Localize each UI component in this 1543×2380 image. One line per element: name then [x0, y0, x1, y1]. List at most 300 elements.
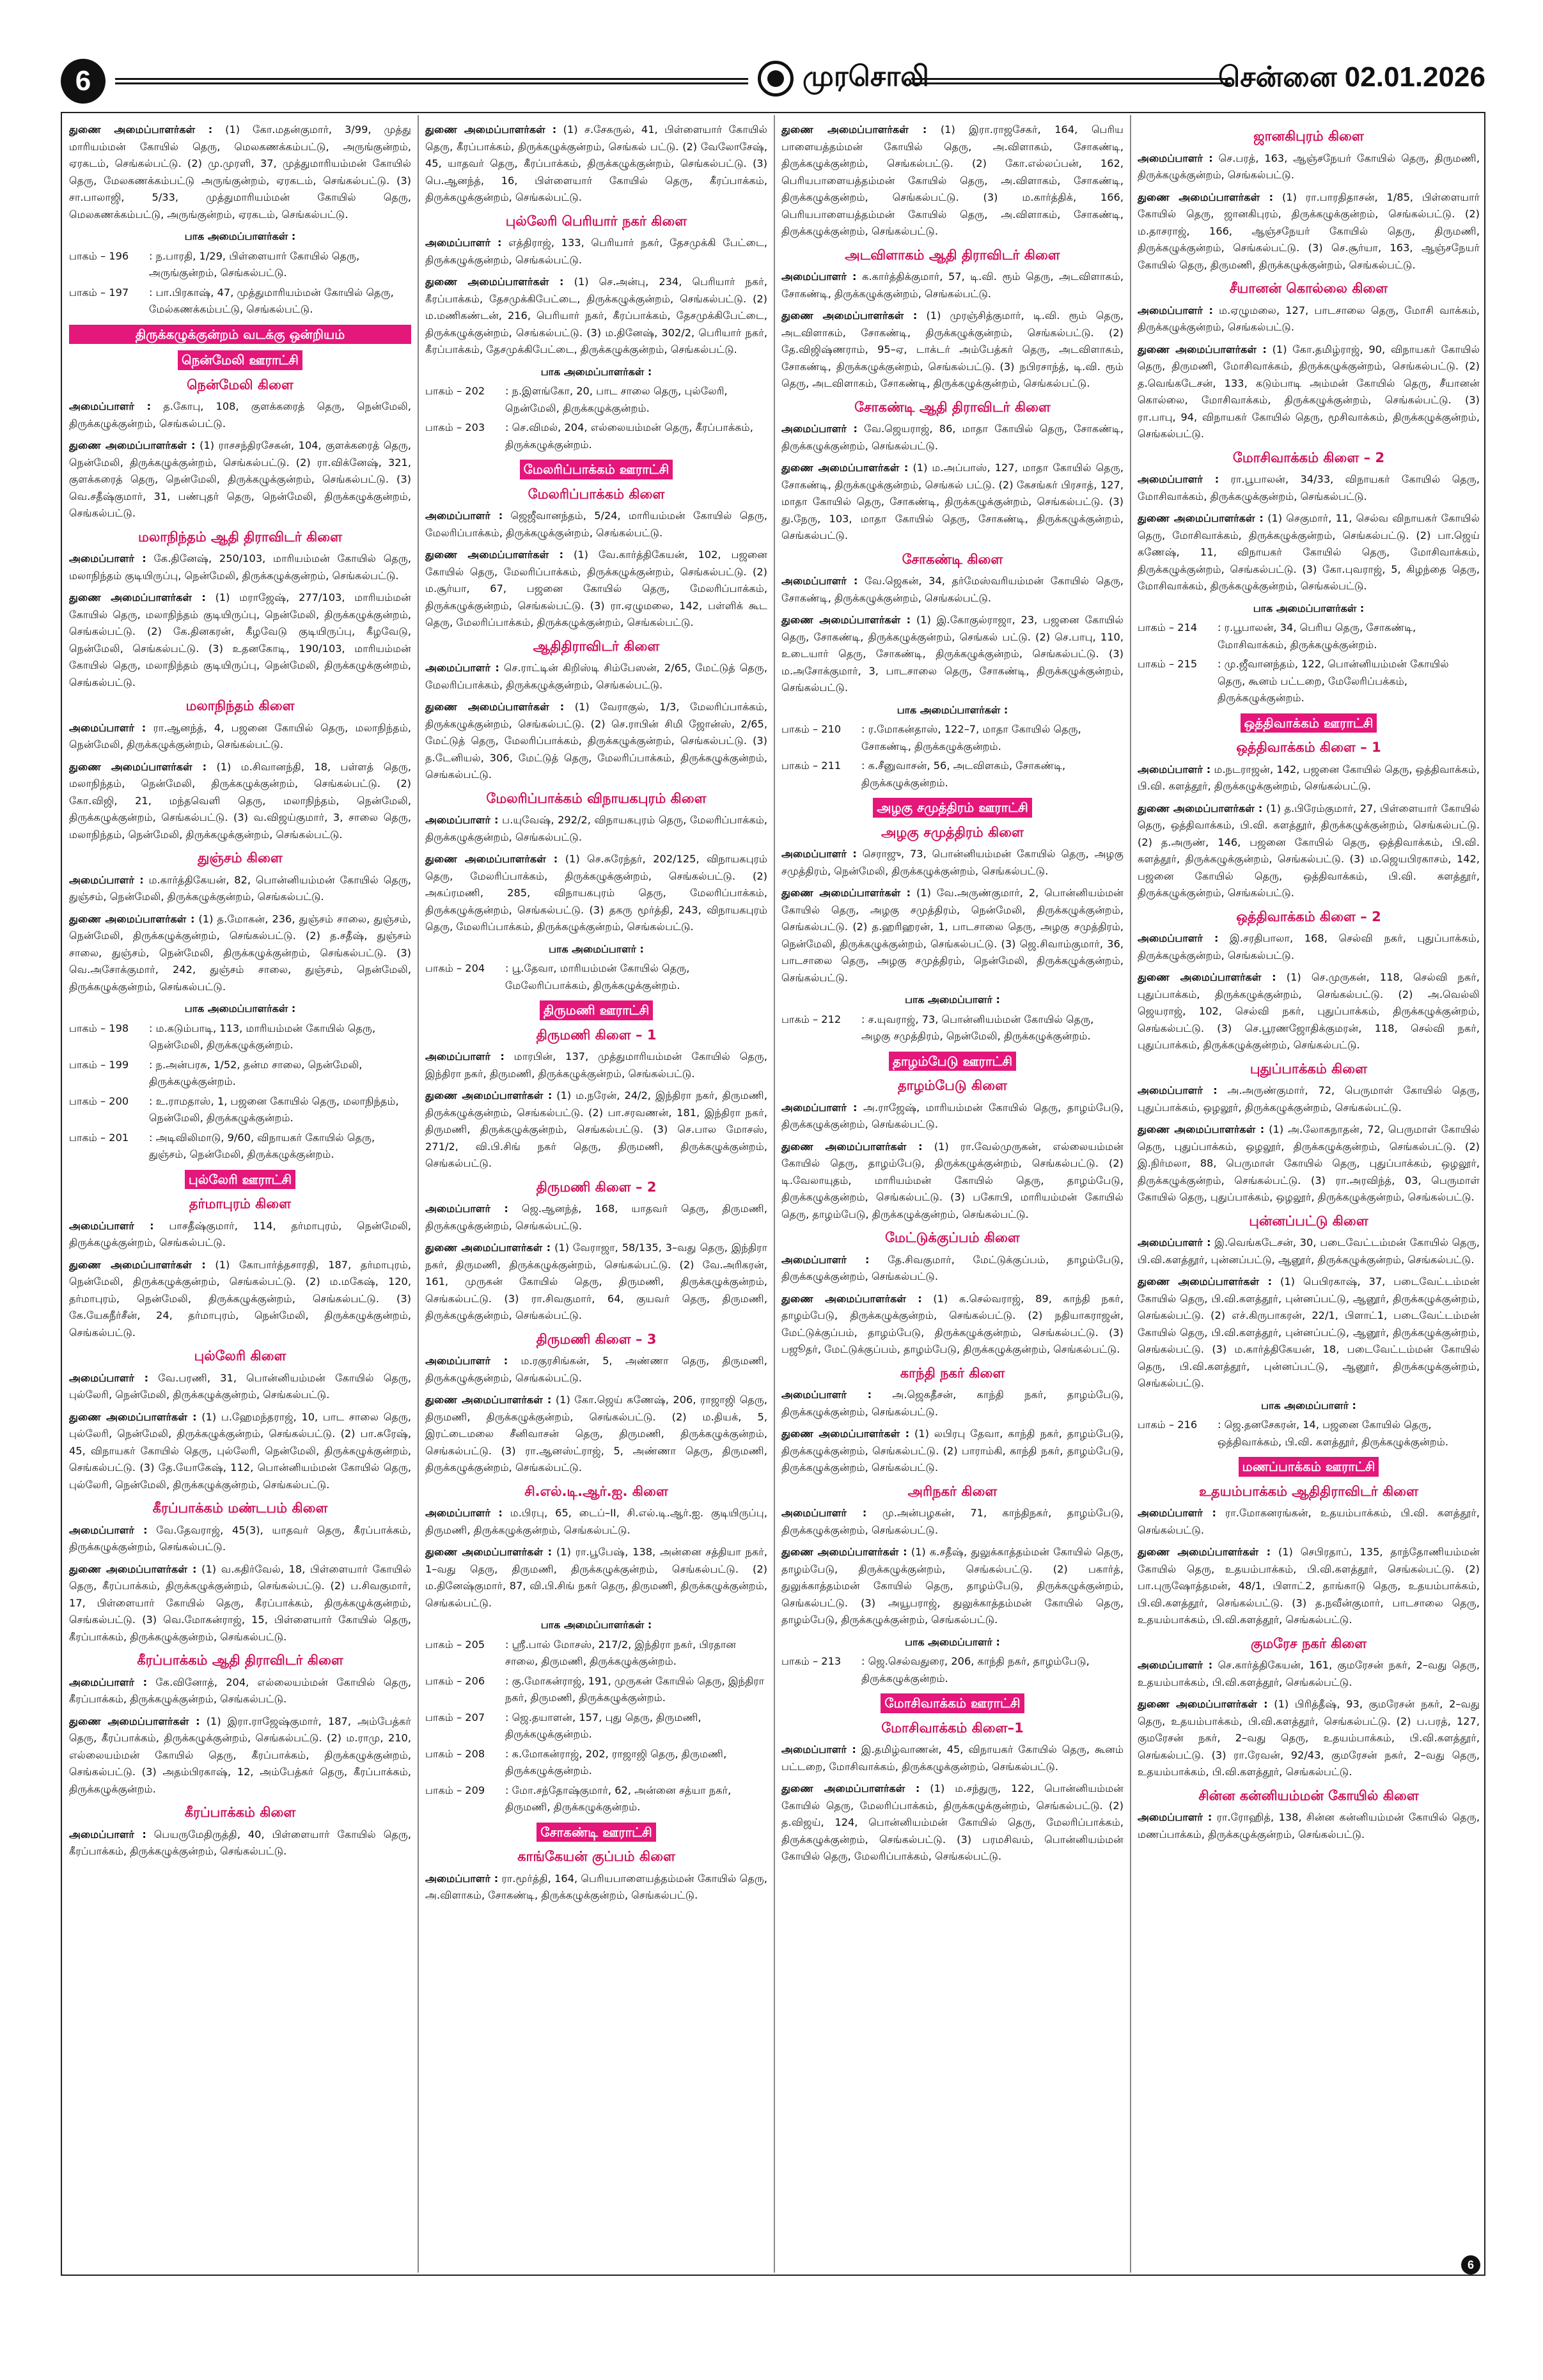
member-entry	[425, 547, 767, 632]
member-details: ம.நடராஜன், 142, பஜனை கோயில் தெரு, ஒத்திவாக்கம், பி.வி. களத்தூர், திருக்கழுக்குன்றம், செங்கல்பட்டு.	[1138, 763, 1480, 792]
member-details: மு.அன்பழகன், 71, காந்திநகர், தாழம்பேடு, திருக்கழுக்குன்றம், செங்கல்பட்டு.	[781, 1507, 1124, 1536]
header-rule-right	[911, 78, 1231, 84]
role-label: துணை அமைப்பாளர்கள் :	[781, 1782, 920, 1794]
role-label: துணை அமைப்பாளர்கள் :	[425, 276, 564, 288]
branch-heading: சோகண்டி கிளை	[902, 551, 1003, 567]
role-label: துணை அமைப்பாளர்கள் :	[781, 887, 911, 899]
header-rule-left	[115, 78, 748, 84]
member-entry	[425, 508, 767, 541]
booth-organiser: : உ.ராமதாஸ், 1, பஜனை கோயில் தெரு, மலாநிந்தம், நென்மேலி, திருக்கழுக்குன்றம்.	[149, 1094, 399, 1124]
branch-heading: மலாநிந்தம் ஆதி திராவிடர் கிளை	[137, 529, 343, 545]
member-entry	[69, 1257, 411, 1342]
role-label: அமைப்பாளர் :	[1138, 1084, 1218, 1096]
booth-entry	[425, 1709, 767, 1743]
subsection-label: பாக அமைப்பாளர் :	[905, 1635, 1000, 1648]
role-label: அமைப்பாளர் :	[425, 1872, 499, 1885]
column-4	[1138, 121, 1480, 2260]
member-entry	[1138, 341, 1480, 443]
member-entry	[781, 573, 1124, 607]
booth-number: பாகம் – 204	[425, 962, 485, 974]
member-details: (1) க.செல்வராஜ், 89, காந்தி நகர், தாழம்பேடு, திருக்கழுக்குன்றம், செங்கல்பட்டு. (2) நதியாகராஜன், மேட்டுக்குப்பம், தாழம்பேடு, திருக்கழுக்குன்றம், செங்கல்பட்டு. (3) பஜூதர், மேட்டுக்குப்பம், தாழம்பேடு, திருக்கழுக்குன்றம், செங்கல்பட்டு.	[781, 1292, 1124, 1355]
role-label: அமைப்பாளர் :	[781, 1253, 870, 1266]
booth-entry	[425, 960, 767, 994]
member-details: (1) கோ.மதன்குமார், 3/99, முத்து மாரியம்மன் கோயில் தெரு, மெலகணக்கம்பட்டு, அருங்குன்றம், ஏரகடம், செங்கல்பட்டு. (2) மு.முரளி, 37, முத்துமாரியம்மன் கோயில் தெரு, மேலகணக்கம்பட்டு அருங்குன்றம், ஏரகடம், செங்கல்பட்டு. (3) சா.பாலாஜி, 5/33, முத்துமாரியம்மன் கோயில் தெரு, மெலகணக்கம்பட்டு, அருங்குன்றம், ஏரகடம், செங்கல்பட்டு.	[69, 123, 411, 221]
branch-heading: சின்ன கன்னியம்மன் கோயில் கிளை	[1198, 1787, 1419, 1803]
role-label: அமைப்பாளர் :	[69, 1219, 154, 1232]
role-label: அமைப்பாளர் :	[425, 1050, 505, 1062]
column-2	[425, 121, 767, 2260]
booth-organiser: : பூ.தேவா, மாரியம்மன் கோயில் தெரு, மேலேரிப்பாக்கம், திருக்கழுக்குன்றம்.	[505, 962, 690, 992]
member-entry	[781, 121, 1124, 240]
member-details: ம.ஏழுமலை, 127, பாடசாலை தெரு, மோசி வாக்கம், திருக்கழுக்குன்றம், செங்கல்பட்டு.	[1138, 304, 1480, 333]
member-details: (1) மராஜேஷ், 277/103, மாரியம்மன் கோயில் தெரு, மலாநிந்தம் குடியிருப்பு, நென்மேலி, திருக்கழுக்குன்றம், செங்கல்பட்டு. (2) கே.தினகரன், கீழவேடு குடியிருப்பு, கீழவேடு, நென்மேலி, செங்கல்பட்டு. (3) உதனகோடி, 190/103, மாரியம்மன் கோயில் தெரு, மலாநிந்தம் குடியிருப்பு, நென்மேலி, திருக்கழுக்குன்றம், செங்கல்பட்டு.	[69, 591, 411, 688]
role-label: அமைப்பாளர் :	[425, 1507, 503, 1519]
booth-organiser: : ச.யுவராஜ், 73, பொன்னியம்மன் கோயில் தெரு, அழகு சமுத்திரம், நென்மேலி, திருக்கழுக்குன்றம்.	[861, 1013, 1094, 1042]
section-banner: திருக்கழுக்குன்றம் வடக்கு ஒன்றியம்	[69, 325, 411, 345]
booth-number: பாகம் – 207	[425, 1711, 485, 1723]
booth-entry	[69, 284, 411, 318]
role-label: அமைப்பாளர் :	[781, 270, 857, 283]
booth-organiser: : ம.கடும்பாடி, 113, மாரியம்மன் கோயில் தெரு, நென்மேலி, திருக்கழுக்குன்றம்.	[149, 1022, 376, 1051]
booth-entry	[1138, 619, 1480, 653]
role-label: அமைப்பாளர் :	[69, 1676, 148, 1688]
role-label: துணை அமைப்பாளர்கள் :	[1138, 1275, 1273, 1287]
branch-heading: உதயம்பாக்கம் ஆதிதிராவிடர் கிளை	[1198, 1483, 1418, 1499]
member-entry	[69, 911, 411, 996]
booth-number: பாகம் – 211	[781, 759, 842, 772]
member-details: பாசதீஷ்குமார், 114, தர்மாபுரம், நென்மேலி, திருக்கழுக்குன்றம், செங்கல்பட்டு.	[69, 1219, 411, 1248]
member-details: ரா.மோகனரங்கன், உதயம்பாக்கம், பி.வி. களத்தூர், செங்கல்பட்டு.	[1138, 1507, 1480, 1536]
branch-heading: சி.எல்.டி.ஆர்.ஐ. கிளை	[524, 1483, 668, 1499]
role-label: துணை அமைப்பாளர்கள் :	[69, 439, 196, 451]
member-entry	[781, 885, 1124, 986]
booth-entry	[69, 248, 411, 282]
role-label: அமைப்பாளர் :	[1138, 763, 1211, 775]
branch-heading: கீரப்பாக்கம் ஆதி திராவிடர் கிளை	[137, 1653, 343, 1668]
booth-number: பாகம் – 200	[69, 1094, 129, 1107]
role-label: அமைப்பாளர் :	[1138, 1236, 1211, 1248]
member-entry	[425, 699, 767, 784]
role-label: துணை அமைப்பாளர்கள் :	[781, 614, 911, 626]
subsection-label: பாக அமைப்பாளர்கள் :	[1253, 602, 1365, 614]
column-divider-3	[1130, 115, 1131, 2273]
member-details: (1) ரா.வேல்முருகன், எல்லையம்மன் கோயில் தெரு, தாழம்பேடு, திருக்கழுக்குன்றம், செங்கல்பட்டு. (2) டி.வேலாயுதம், மாரியம்மன் கோயில் தெரு, தாழம்பேடு, திருக்கழுக்குன்றம், செங்கல்பட்டு. (3) பகோபி, மாரியம்மன் கோயில் தெரு, தாழம்பேடு, திருக்கழுக்குன்றம், செங்கல்பட்டு.	[781, 1140, 1124, 1220]
page-header	[61, 59, 1485, 105]
member-entry	[781, 846, 1124, 880]
member-entry	[69, 1218, 411, 1252]
role-label: துணை அமைப்பாளர்கள் :	[781, 1140, 923, 1153]
branch-heading: காந்தி நகர் கிளை	[900, 1365, 1005, 1381]
role-label: அமைப்பாளர் :	[781, 575, 858, 587]
member-entry	[425, 274, 767, 359]
booth-organiser: : ஜெ.தயாளன், 157, புது தெரு, திருமணி, திருக்கழுக்குன்றம்.	[505, 1711, 701, 1740]
member-entry	[1138, 1657, 1480, 1691]
branch-heading: ஒத்திவாக்கம் கிளை – 1	[1236, 740, 1381, 755]
member-entry	[425, 1505, 767, 1539]
member-details: ப.யுவேஷ், 292/2, விநாயகபுரம் தெரு, மேலரிப்பாக்கம், திருக்கழுக்குன்றம், செங்கல்பட்டு.	[425, 814, 767, 843]
booth-organiser: : பா.பிரகாஷ், 47, முத்துமாரியம்மன் கோயில் தெரு, மேல்கணக்கம்பட்டு, செங்கல்பட்டு.	[149, 286, 394, 315]
subsection-label: பாக அமைப்பாளர்கள் :	[184, 230, 296, 242]
section-banner: அழகு சமுத்திரம் ஊராட்சி	[873, 798, 1032, 818]
role-label: துணை அமைப்பாளர்கள் :	[425, 1394, 552, 1406]
subsection-label: பாக அமைப்பாளர்கள் :	[540, 365, 652, 378]
member-entry	[781, 1252, 1124, 1286]
branch-heading: அழகு சமுத்திரம் கிளை	[881, 824, 1024, 840]
branch-heading: தாழம்பேடு கிளை	[897, 1078, 1008, 1093]
member-entry	[781, 1426, 1124, 1477]
role-label: துணை அமைப்பாளர்கள் :	[1138, 971, 1276, 983]
role-label: அமைப்பாளர் :	[1138, 304, 1214, 316]
member-entry	[69, 398, 411, 432]
member-details: (1) ம.சந்துரு, 122, பொன்னியம்மன் கோயில் தெரு, மேலரிப்பாக்கம், திருக்கழுக்குன்றம், செங்கல்பட்டு. (2) த.விஜய், 124, பொன்னியம்மன் கோயில் தெரு, மேலரிப்பாக்கம், திருக்கழுக்குன்றம், செங்கல்பட்டு. (3) பரமசிவம், பொன்னியம்மன் கோயில் தெரு, மேலரிப்பாக்கம், செங்கல்பட்டு.	[781, 1782, 1124, 1862]
role-label: துணை அமைப்பாளர்கள் :	[1138, 1698, 1268, 1710]
member-details: தே.சிவகுமார், மேட்டுக்குப்பம், தாழம்பேடு, திருக்கழுக்குன்றம், செங்கல்பட்டு.	[781, 1253, 1124, 1282]
member-details: (1) முரஞ்சித்குமார், டி.வி. ரூம் தெரு, அடவிளாகம், சோகண்டி, திருக்கழுக்குன்றம், செங்கல்பட்டு. (2) தே.விஜிஷ்ணராம், 95–ஏ, டாக்டர் அம்பேத்கர் தெரு, அடவிளாகம், சோகண்டி, திருக்கழுக்குன்றம், செங்கல்பட்டு. (3) நபிரசாந்த், டி.வி. ரூம் தெரு, அடவிளாகம், சோகண்டி, திருக்கழுக்குன்றம், செங்கல்பட்டு.	[781, 309, 1124, 389]
member-entry	[1138, 800, 1480, 902]
role-label: அமைப்பாளர் :	[69, 873, 144, 886]
booth-organiser: : ர.மோகன்தாஸ், 122–7, மாதா கோயில் தெரு, சோகண்டி, திருக்கழுக்குன்றம்.	[861, 723, 1081, 752]
booth-entry	[425, 419, 767, 453]
member-details: எத்திராஜ், 133, பெரியார் நகர், தேசமுக்கி பேட்டை, திருக்கழுக்குன்றம், செங்கல்பட்டு.	[425, 237, 767, 266]
role-label: துணை அமைப்பாளர்கள் :	[69, 912, 195, 925]
role-label: அமைப்பாளர் :	[69, 1828, 146, 1840]
booth-number: பாகம் – 208	[425, 1747, 485, 1760]
branch-heading: புல்லேரி பெரியார் நகர் கிளை	[505, 213, 687, 229]
member-details: அ.அருண்குமார், 72, பெருமாள் கோயில் தெரு, புதுப்பாக்கம், ஒழலூர், திருக்கழுக்குன்றம், செங்கல்பட்டு.	[1138, 1084, 1480, 1114]
booth-number: பாகம் – 202	[425, 385, 485, 397]
member-details: (1) இரா.ராஜசேகர், 164, பெரிய பாளையத்தம்மன் கோயில் தெரு, அ.விளாகம், சோகண்டி, திருக்கழுக்குன்றம், செங்கல்பட்டு. (2) கோ.எல்லப்பன், 162, பெரியபாளையத்தம்மன் கோயில் தெரு, அ.விளாகம், சோகண்டி, திருக்கழுக்குன்றம், செங்கல்பட்டு. (3) ம.கார்த்திக், 166, பெரியபாளையத்தம்மன் கோயில் தெரு, அ.விளாகம், சோகண்டி, திருக்கழுக்குன்றம், செங்கல்பட்டு.	[781, 123, 1124, 237]
member-entry	[1138, 1121, 1480, 1206]
booth-number: பாகம் – 212	[781, 1013, 842, 1025]
section-banner: நென்மேலி ஊராட்சி	[178, 350, 302, 370]
member-entry	[1138, 761, 1480, 795]
member-details: (1) அ.லோகநாதன், 72, பெருமாள் கோயில் தெரு, புதுப்பாக்கம், ஒழலூர், திருக்கழுக்குன்றம், செங்கல்பட்டு. (2) இ.நிர்மலா, 88, பெருமாள் கோயில் தெரு, புதுப்பாக்கம், ஒழலூர், திருக்கழுக்குன்றம், செங்கல்பட்டு. (3) ரா.அரவிந்த், 03, பெருமாள் கோயில் தெரு, புதுப்பாக்கம், ஒழலூர், திருக்கழுக்குன்றம், செங்கல்பட்டு.	[1138, 1123, 1480, 1203]
member-entry	[69, 1522, 411, 1556]
role-label: அமைப்பாளர் :	[69, 1371, 149, 1384]
role-label: துணை அமைப்பாளர்கள் :	[425, 123, 557, 136]
booth-entry	[69, 1057, 411, 1091]
role-label: துணை அமைப்பாளர்கள் :	[69, 1258, 206, 1271]
booth-number: பாகம் – 197	[69, 286, 129, 299]
member-details: ரா.ரோஹித், 138, சின்ன கன்னியம்மன் கோயில் தெரு, மணப்பாக்கம், திருக்கழுக்குன்றம், செங்கல்பட்டு.	[1138, 1811, 1480, 1840]
role-label: அமைப்பாளர் :	[69, 400, 152, 412]
booth-organiser: : மோ.சந்தோஷ்குமார், 62, அன்னை சத்யா நகர், திருமணி, திருக்கழுக்குன்றம்.	[505, 1784, 732, 1813]
branch-heading: துஞ்சம் கிளை	[198, 850, 283, 866]
booth-entry	[69, 1130, 411, 1163]
branch-heading: தர்மாபுரம் கிளை	[189, 1196, 292, 1211]
member-details: இ.தமிழ்வாணன், 45, விநாயகர் கோயில் தெரு, கூனம் பட்டறை, மோசிவாக்கம், திருக்கழுக்குன்றம், செங்கல்பட்டு.	[781, 1743, 1124, 1773]
subsection-label: பாக அமைப்பாளர்கள் :	[184, 1002, 296, 1015]
role-label: துணை அமைப்பாளர்கள் :	[69, 1562, 197, 1575]
member-entry	[425, 660, 767, 694]
page-number-badge: 6	[61, 59, 106, 104]
section-banner: சோகண்டி ஊராட்சி	[537, 1823, 655, 1842]
member-entry	[781, 1291, 1124, 1358]
member-entry	[1138, 150, 1480, 184]
booth-entry	[781, 1011, 1124, 1045]
member-details: மாரபின், 137, முத்துமாரியம்மன் கோயில் தெரு, இந்திரா நகர், திருமணி, திருக்கழுக்குன்றம், செங்கல்பட்டு.	[425, 1050, 767, 1080]
role-label: அமைப்பாளர் :	[425, 814, 499, 826]
section-banner: புல்லேரி ஊராட்சி	[185, 1170, 295, 1190]
member-details: செ.கார்த்திகேயன், 161, குமரேசன் நகர், 2–வது தெரு, உதயம்பாக்கம், பி.வி.களத்தூர், செங்கல்பட்டு.	[1138, 1659, 1480, 1688]
booth-entry	[425, 1746, 767, 1780]
section-banner: தாழம்பேடு ஊராட்சி	[889, 1052, 1016, 1071]
member-entry	[1138, 1544, 1480, 1629]
booth-number: பாகம் – 203	[425, 421, 485, 433]
member-details: (1) வேராகுல், 1/3, மேலரிப்பாக்கம், திருக்கழுக்குன்றம், செங்கல்பட்டு. (2) செ.ராபின் சிமி ஜோன்ஸ், 2/65, மேட்டுத் தெரு, மேலரிப்பாக்கம், திருக்கழுக்குன்றம், செங்கல்பட்டு. (3) த.டேனியல், 306, மேட்டுத் தெரு, மேலரிப்பாக்கம், திருக்கழுக்குன்றம், செங்கல்பட்டு.	[425, 701, 767, 781]
member-entry	[781, 1741, 1124, 1775]
member-entry	[781, 1505, 1124, 1539]
member-entry	[69, 1409, 411, 1494]
column-1	[69, 121, 411, 2260]
member-details: (1) ரா.பாரதிதாசன், 1/85, பிள்ளையார் கோயில் தெரு, ஜானகிபுரம், திருக்கழுக்குன்றம், செங்கல்பட்டு. (2) ம.தாசராஜ், 166, ஆஞ்சநேயர் கோயில் தெரு, திருமணி, திருக்கழுக்குன்றம், செங்கல்பட்டு. (3) செ.சூர்யா, 163, ஆஞ்சநேயர் கோயில் தெரு, திருமணி, திருக்கழுக்குன்றம், செங்கல்பட்டு.	[1138, 191, 1480, 271]
member-entry	[781, 460, 1124, 545]
member-entry	[425, 851, 767, 936]
member-details: அ.ராஜேஷ், மாரியம்மன் கோயில் தெரு, தாழம்பேடு, திருக்கழுக்குன்றம், செங்கல்பட்டு.	[781, 1101, 1124, 1130]
branch-heading: குமரேச நகர் கிளை	[1250, 1635, 1367, 1651]
member-entry	[781, 1139, 1124, 1224]
booth-entry	[781, 721, 1124, 755]
subsection-label: பாக அமைப்பாளர்கள் :	[540, 1619, 652, 1631]
member-details: வே.ஜெயராஜ், 86, மாதா கோயில் தெரு, சோகண்டி, திருக்கழுக்குன்றம், செங்கல்பட்டு.	[781, 423, 1124, 452]
role-label: அமைப்பாளர் :	[425, 509, 503, 522]
member-details: வே.பரணி, 31, பொன்னியம்மன் கோயில் தெரு, புல்லேரி, நென்மேலி, திருக்கழுக்குன்றம், செங்கல்பட்டு.	[69, 1371, 411, 1401]
role-label: அமைப்பாளர் :	[1138, 1659, 1213, 1671]
member-details: அ.ஜெகதீசன், காந்தி நகர், தாழம்பேடு, திருக்கழுக்குன்றம், செங்கல்பட்டு.	[781, 1388, 1124, 1418]
member-details: (1) செபிரதாப், 135, தாந்தோணியம்மன் கோயில் தெரு, உதயம்பாக்கம், பி.வி.களத்தூர், செங்கல்பட்டு. (2) பா.புருஷோத்தமன், 48/1, பிளாட்2, தாங்காடு தெரு, உதயம்பாக்கம், பி.வி.களத்தூர், செங்கல்பட்டு. (3) த.நவீன்குமார், பாடசாலை தெரு, உதயம்பாக்கம், பி.வி.களத்தூர், செங்கல்பட்டு.	[1138, 1546, 1480, 1626]
member-details: (1) ப.ஹேமந்தராஜ், 10, பாட சாலை தெரு, புல்லேரி, நென்மேலி, திருக்கழுக்குன்றம், செங்கல்பட்டு. (2) பா.சுரேஷ், 45, விநாயகர் கோயில் தெரு, புல்லேரி, நென்மேலி, திருக்கழுக்குன்றம், செங்கல்பட்டு. (3) தே.யோகேஷ், 112, பொன்னியம்மன் கோயில் தெரு, புல்லேரி, நென்மேலி, திருக்கழுக்குன்றம், செங்கல்பட்டு.	[69, 1410, 411, 1491]
member-details: (1) ரா.பூபேஷ், 138, அன்னை சத்தியா நகர், 1–வது தெரு, திருமணி, திருக்கழுக்குன்றம், செங்கல்பட்டு. (2) ம.தினேஷ்குமார், 87, வி.பி.சிங் நகர் தெரு, திருமணி, திருக்கழுக்குன்றம், செங்கல்பட்டு.	[425, 1546, 767, 1609]
role-label: துணை அமைப்பாளர்கள் :	[781, 1427, 910, 1440]
member-entry	[1138, 930, 1480, 964]
member-entry	[781, 1780, 1124, 1865]
member-entry	[69, 1561, 411, 1646]
branch-heading: புன்னப்பட்டு கிளை	[1249, 1213, 1368, 1229]
role-label: அமைப்பாளர் :	[425, 662, 499, 674]
role-label: அமைப்பாளர் :	[425, 1355, 508, 1367]
branch-heading: திருமணி கிளை – 3	[536, 1331, 657, 1347]
role-label: அமைப்பாளர் :	[1138, 1507, 1216, 1519]
member-entry	[781, 307, 1124, 393]
role-label: துணை அமைப்பாளர்கள் :	[69, 123, 213, 136]
member-details: பெயருமேதிருத்தி, 40, பிள்ளையார் கோயில் தெரு, கீரப்பாக்கம், திருக்கழுக்குன்றம், செங்கல்பட்டு.	[69, 1828, 411, 1857]
role-label: அமைப்பாளர் :	[425, 237, 502, 249]
member-details: (1) த.பிரேம்குமார், 27, பிள்ளையார் கோயில் தெரு, ஒத்திவாக்கம், பி.வி. களத்தூர், திருக்கழுக்குன்றம், செங்கல்பட்டு. (2) த.அருண், 146, பஜனை கோயில் தெரு, ஒத்திவாக்கம், பி.வி. களத்தூர், திருக்கழுக்குன்றம், செங்கல்பட்டு. (3) ம.ஜெயபிரகாசம், 142, பஜனை கோயில் தெரு, ஒத்திவாக்கம், பி.வி. களத்தூர், திருக்கழுக்குன்றம், செங்கல்பட்டு.	[1138, 802, 1480, 899]
booth-organiser: : கு.மோகன்ராஜ், 191, முருகன் கோயில் தெரு, இந்திரா நகர், திருமணி, திருக்கழுக்குன்றம்.	[505, 1674, 765, 1704]
branch-heading: காங்கேயன் குப்பம் கிளை	[517, 1849, 675, 1864]
booth-number: பாகம் – 215	[1138, 658, 1198, 670]
booth-organiser: : ஜெ.தனசேகரன், 14, பஜனை கோயில் தெரு, ஒத்திவாக்கம், பி.வி. களத்தூர், திருக்கழுக்குன்றம்.	[1218, 1419, 1449, 1448]
booth-number: பாகம் – 214	[1138, 621, 1198, 634]
branch-heading: புல்லேரி கிளை	[194, 1348, 286, 1364]
role-label: துணை அமைப்பாளர்கள் :	[425, 1546, 552, 1558]
member-entry	[69, 1826, 411, 1860]
branch-heading: ஒத்திவாக்கம் கிளை – 2	[1236, 908, 1381, 924]
branch-heading: கீரப்பாக்கம் மண்டபம் கிளை	[152, 1500, 328, 1516]
role-label: அமைப்பாளர் :	[69, 1523, 148, 1536]
member-details: (1) க.சதீஷ், துலுக்காத்தம்மன் கோயில் தெரு, தாழம்பேடு, திருக்கழுக்குன்றம், செங்கல்பட்டு. (2) பகார்த், துலுக்காத்தம்மன் கோயில் தெரு, தாழம்பேடு, திருக்கழுக்குன்றம், செங்கல்பட்டு. (3) அயூபராஜ், துலுக்காத்தம்மன் கோயில் தெரு, தாழம்பேடு, திருக்கழுக்குன்றம், செங்கல்பட்டு.	[781, 1546, 1124, 1626]
member-details: த.கோபு, 108, குளக்கரைத் தெரு, நென்மேலி, திருக்கழுக்குன்றம், செங்கல்பட்டு.	[69, 400, 411, 430]
member-details: (1) ம.அப்பாஸ், 127, மாதா கோயில் தெரு, சோகண்டி, திருக்கழுக்குன்றம், செங்கல் பட்டு. (2) கேசங்கர் பிரசாத், 127, மாதா கோயில் தெரு, சோகண்டி, திருக்கழுக்குன்றம், செங்கல்பட்டு. (3) து.நேரு, 103, மாதா கோயில் தெரு, சோகண்டி, திருக்கழுக்குன்றம், செங்கல்பட்டு.	[781, 462, 1124, 541]
member-entry	[781, 421, 1124, 455]
booth-entry	[1138, 1417, 1480, 1451]
member-details: ம.கார்த்திகேயன், 82, பொன்னியம்மன் கோயில் தெரு, துஞ்சம், நென்மேலி, திருக்கழுக்குன்றம், செங்கல்பட்டு.	[69, 873, 411, 903]
branch-heading: மோசிவாக்கம் கிளை – 2	[1232, 449, 1385, 465]
column-divider-1	[418, 115, 419, 2273]
role-label: துணை அமைப்பாளர்கள் :	[781, 123, 927, 136]
member-details: செ.பரத், 163, ஆஞ்சநேயர் கோயில் தெரு, திருமணி, திருக்கழுக்குன்றம், செங்கல்பட்டு.	[1138, 152, 1480, 181]
member-details: வே.தேவராஜ், 45(3), யாதவர் தெரு, கீரப்பாக்கம், திருக்கழுக்குன்றம், செங்கல்பட்டு.	[69, 1523, 411, 1553]
member-entry	[425, 121, 767, 206]
booth-entry	[781, 1653, 1124, 1687]
member-details: (1) செ.சுரேந்தர், 202/125, விநாயகபுரம் தெரு, மேலரிப்பாக்கம், திருக்கழுக்குன்றம், செங்கல்பட்டு. (2) அகப்ரமணி, 285, விநாயகபுரம் தெரு, மேலரிப்பாக்கம், திருக்கழுக்குன்றம், செங்கல்பட்டு. (3) தகரு மூர்த்தி, 243, விநாயகபுரம் தெரு, மேலரிப்பாக்கம், திருக்கழுக்குன்றம், செங்கல்பட்டு.	[425, 853, 767, 933]
member-details: (1) வே.அருண்குமார், 2, பொன்னியம்மன் கோயில் தெரு, அழகு சமுத்திரம், நென்மேலி, திருக்கழுக்குன்றம், செங்கல்பட்டு. (2) த.ஹரிஹரன், 1, பாடசாலை தெரு, அழகு சமுத்திரம், நென்மேலி, திருக்கழுக்குன்றம், செங்கல்பட்டு. (3) ஜெ.சிவாம்குமார், 36, பாடசாலை தெரு, அழகு சமுத்திரம், நென்மேலி, திருக்கழுக்குன்றம், செங்கல்பட்டு.	[781, 887, 1124, 984]
member-details: (1) வ.கதிர்வேல், 18, பிள்ளையார் கோயில் தெரு, கீரப்பாக்கம், திருக்கழுக்குன்றம், செங்கல்பட்டு. (2) ப.சிவகுமார், 17, பிள்ளையார் கோயில் தெரு, கீரப்பாக்கம், திருக்கழுக்குன்றம், செங்கல்பட்டு. (3) வெ.மோகன்ராஜ், 15, பிள்ளையார் கோயில் தெரு, கீரப்பாக்கம், திருக்கழுக்குன்றம், செங்கல்பட்டு.	[69, 1562, 411, 1643]
member-details: ம.ரகுரசிங்கன், 5, அண்ணா தெரு, திருமணி, திருக்கழுக்குன்றம், செங்கல்பட்டு.	[425, 1355, 767, 1384]
member-entry	[781, 1544, 1124, 1629]
role-label: துணை அமைப்பாளர்கள் :	[1138, 1123, 1265, 1135]
column-3	[781, 121, 1124, 2260]
branch-heading: மலாநிந்தம் கிளை	[185, 698, 295, 713]
member-entry	[69, 437, 411, 522]
role-label: துணை அமைப்பாளர்கள் :	[1138, 343, 1267, 355]
member-details: (1) லபிரபு தேவா, காந்தி நகர், தாழம்பேடு, திருக்கழுக்குன்றம், செங்கல்பட்டு. (2) பாராம்கி, காந்தி நகர், தாழம்பேடு, திருக்கழுக்குன்றம், செங்கல்பட்டு.	[781, 1427, 1124, 1474]
member-details: ம.பிரபு, 65, டைப்–II, சி.எல்.டி.ஆர்.ஐ. குடியிருப்பு, திருமணி, திருக்கழுக்குன்றம், செங்கல்பட்டு.	[425, 1507, 767, 1536]
member-entry	[425, 1353, 767, 1387]
branch-heading: நென்மேலி கிளை	[187, 377, 294, 393]
booth-number: பாகம் – 209	[425, 1784, 485, 1796]
member-entry	[425, 1392, 767, 1477]
masthead	[758, 60, 929, 97]
booth-entry	[425, 383, 767, 417]
member-details: (1) த.மோகன், 236, துஞ்சம் சாலை, துஞ்சம், நென்மேலி, திருக்கழுக்குன்றம், செங்கல்பட்டு. (2) த.சதீஷ், துஞ்சம் சாலை, துஞ்சம், நென்மேலி, திருக்கழுக்குன்றம், செங்கல்பட்டு. (3) வெ.அசோக்குமார், 242, துஞ்சம் சாலை, துஞ்சம், நென்மேலி, திருக்கழுக்குன்றம், செங்கல்பட்டு.	[69, 912, 411, 993]
member-details: செராஜு, 73, பொன்னியம்மன் கோயில் தெரு, அழகு சமுத்திரம், நென்மேலி, திருக்கழுக்குன்றம், செங்கல்பட்டு.	[781, 848, 1124, 877]
member-entry	[69, 872, 411, 906]
role-label: துணை அமைப்பாளர்கள் :	[69, 591, 206, 603]
member-entry	[69, 121, 411, 223]
booth-organiser: : ந.பாரதி, 1/29, பிள்ளையார் கோயில் தெரு, அருங்குன்றம், செங்கல்பட்டு.	[149, 249, 360, 279]
branch-heading: அரிநகர் கிளை	[907, 1483, 998, 1499]
branch-heading: திருமணி கிளை – 1	[536, 1027, 657, 1043]
member-entry	[425, 235, 767, 268]
member-details: ரா.பூபாலன், 34/33, விநாயகர் கோயில் தெரு, மோசிவாக்கம், திருக்கழுக்குன்றம், செங்கல்பட்டு.	[1138, 473, 1480, 502]
role-label: துணை அமைப்பாளர்கள் :	[781, 462, 909, 474]
role-label: அமைப்பாளர் :	[1138, 1811, 1212, 1823]
booth-entry	[425, 1637, 767, 1670]
branch-heading: சோகண்டி ஆதி திராவிடர் கிளை	[854, 399, 1051, 415]
member-entry	[1138, 969, 1480, 1054]
member-entry	[69, 1370, 411, 1404]
booth-organiser: : ஸ்ரீ.பால் மோசஸ், 217/2, இந்திரா நகர், பிரதான சாலை, திருமணி, திருக்கழுக்குன்றம்.	[505, 1638, 737, 1667]
role-label: அமைப்பாளர் :	[425, 1202, 508, 1215]
member-details: கே.வினோத், 204, எல்லையம்மன் கோயில் தெரு, கீரப்பாக்கம், திருக்கழுக்குன்றம், செங்கல்பட்டு.	[69, 1676, 411, 1705]
member-details: ஜெஜீவானந்தம், 5/24, மாரியம்மன் கோயில் தெரு, மேலரிப்பாக்கம், திருக்கழுக்குன்றம், செங்கல்பட்டு.	[425, 509, 767, 539]
booth-entry	[69, 1020, 411, 1054]
role-label: துணை அமைப்பாளர்கள் :	[1138, 802, 1263, 814]
member-entry	[425, 1871, 767, 1904]
role-label: துணை அமைப்பாளர்கள் :	[425, 1089, 552, 1101]
member-entry	[1138, 1809, 1480, 1843]
role-label: துணை அமைப்பாளர்கள் :	[69, 1410, 197, 1423]
branch-heading: அடவிளாகம் ஆதி திராவிடர் கிளை	[845, 247, 1060, 263]
branch-heading: திருமணி கிளை – 2	[536, 1179, 657, 1195]
member-details: கே.தினேஷ், 250/103, மாரியம்மன் கோயில் தெரு, மலாநிந்தம் குடியிருப்பு, நென்மேலி, திருக்கழுக்குன்றம், செங்கல்பட்டு.	[69, 552, 411, 582]
branch-heading: கீரப்பாக்கம் கிளை	[184, 1805, 296, 1820]
member-entry	[1138, 471, 1480, 505]
member-entry	[1138, 1234, 1480, 1268]
branch-heading: சீயானன் கொல்லை கிளை	[1229, 281, 1388, 296]
member-details: (1) பிரித்தீஷ், 93, குமரேசன் நகர், 2–வது தெரு, உதயம்பாக்கம், பி.வி.களத்தூர், செங்கல்பட்டு. (2) ப.பரத், 127, குமரேசன் நகர், 2–வது தெரு, உதயம்பாக்கம், பி.வி.களத்தூர், செங்கல்பட்டு. (3) ரா.ரேவன், 92/43, குமரேசன் நகர், 2–வது தெரு, உதயம்பாக்கம், பி.வி.களத்தூர், செங்கல்பட்டு.	[1138, 1698, 1480, 1778]
booth-number: பாகம் – 210	[781, 723, 842, 735]
branch-heading: ஜானகிபுரம் கிளை	[1253, 128, 1364, 144]
booth-number: பாகம் – 213	[781, 1655, 842, 1667]
member-details: (1) கோ.ஜெய் கணேஷ், 206, ராஜாஜி தெரு, திருமணி, திருக்கழுக்குன்றம், செங்கல்பட்டு. (2) ம.தியக், 5, இரட்டைமலை சீனிவாசன் தெரு, திருமணி, திருக்கழுக்குன்றம், செங்கல்பட்டு. (3) ரா.ஆனஸ்ட்ராஜ், 5, அண்ணா தெரு, திருமணி, திருக்கழுக்குன்றம், செங்கல்பட்டு.	[425, 1394, 767, 1474]
role-label: துணை அமைப்பாளர்கள் :	[69, 1715, 200, 1727]
member-entry	[1138, 1082, 1480, 1116]
subsection-label: பாக அமைப்பாளர் :	[1261, 1399, 1356, 1412]
role-label: அமைப்பாளர் :	[781, 1388, 872, 1401]
booth-organiser: : ர.பூபாலன், 34, பெரிய தெரு, சோகண்டி, மோசிவாக்கம், திருக்கழுக்குன்றம்.	[1218, 621, 1416, 651]
dateline: சென்னை 02.01.2026	[1218, 61, 1485, 93]
booth-number: பாகம் – 199	[69, 1058, 129, 1071]
role-label: அமைப்பாளர் :	[781, 1507, 867, 1519]
member-details: (1) ச.சேகருல், 41, பிள்ளையார் கோயில் தெரு, கீரப்பாக்கம், திருக்கழுக்குன்றம், செங்கல் பட்டு. (2) வேலோசேஷ், 45, யாதவர் தெரு, கீரப்பாக்கம், திருக்கழுக்குன்றம், செங்கல்பட்டு. (3) பெ.ஆனந்த், 16, பிள்ளையார் கோயில் தெரு, கீரப்பாக்கம், திருக்கழுக்குன்றம், செங்கல்பட்டு.	[425, 123, 767, 203]
booth-organiser: : க.மோகன்ராஜ், 202, ராஜாஜி தெரு, திருமணி, திருக்கழுக்குன்றம்.	[505, 1747, 727, 1777]
member-entry	[1138, 1273, 1480, 1392]
role-label: அமைப்பாளர் :	[781, 1101, 858, 1114]
booth-organiser: : அடிவிலிமாடு, 9/60, விநாயகர் கோயில் தெரு, துஞ்சம், நென்மேலி, திருக்கழுக்குன்றம்.	[149, 1131, 375, 1160]
member-details: (1) கோபார்த்தசாரதி, 187, தர்மாபுரம், நென்மேலி, திருக்கழுக்குன்றம், செங்கல்பட்டு. (2) ம.மகேஷ், 120, தர்மாபுரம், நென்மேலி, திருக்கழுக்குன்றம், செங்கல்பட்டு. (3) கே.யேசுநீர்சீன், 24, தர்மாபுரம், நென்மேலி, திருக்கழுக்குன்றம், செங்கல்பட்டு.	[69, 1258, 411, 1339]
member-entry	[1138, 189, 1480, 274]
booth-entry	[425, 1782, 767, 1816]
role-label: அமைப்பாளர் :	[1138, 473, 1219, 485]
booth-organiser: : ந.அன்பரசு, 1/52, தன்ம சாலை, நென்மேலி, திருக்கழுக்குன்றம்.	[149, 1058, 363, 1087]
member-entry	[1138, 1696, 1480, 1781]
member-entry	[69, 589, 411, 691]
member-entry	[425, 812, 767, 846]
section-banner: ஒத்திவாக்கம் ஊராட்சி	[1241, 713, 1377, 733]
branch-heading: மேட்டுக்குப்பம் கிளை	[885, 1230, 1020, 1245]
booth-entry	[1138, 656, 1480, 707]
member-details: (1) இரா.ராஜேஷ்குமார், 187, அம்பேத்கர் தெரு, கீரப்பாக்கம், திருக்கழுக்குன்றம், செங்கல்பட்டு. (2) ம.ராமு, 210, எல்லையம்மன் கோயில் தெரு, கீரப்பாக்கம், திருக்கழுக்குன்றம், செங்கல்பட்டு. (3) அதம்பிரகாஷ், 12, அம்பேத்கர் தெரு, கீரப்பாக்கம், திருக்கழுக்குன்றம்.	[69, 1715, 411, 1795]
role-label: அமைப்பாளர் :	[781, 848, 857, 860]
member-details: (1) வேராஜா, 58/135, 3–வது தெரு, இந்திரா நகர், திருமணி, திருக்கழுக்குன்றம், செங்கல்பட்டு. (2) வே.அரிகரன், 161, முருகன் கோயில் தெரு, திருமணி, திருக்கழுக்குன்றம், செங்கல்பட்டு. (3) ரா.சிவகுமார், 64, குயவர் தெரு, திருமணி, திருக்கழுக்குன்றம், செங்கல்பட்டு.	[425, 1241, 767, 1321]
role-label: அமைப்பாளர் :	[781, 1743, 856, 1755]
booth-organiser: : ந.இளங்கோ, 20, பாட சாலை தெரு, புல்லேரி, நென்மேலி, திருக்கழுக்குன்றம்.	[505, 385, 728, 414]
role-label: அமைப்பாளர் :	[69, 552, 146, 564]
member-entry	[69, 759, 411, 844]
booth-entry	[69, 1093, 411, 1127]
member-details: (1) பெபிரகாஷ், 37, படைவேட்டம்மன் கோயில் தெரு, பி.வி.களத்தூர், புன்னப்பட்டு, ஆனூர், திருக்கழுக்குன்றம், செங்கல்பட்டு. (2) எச்.கிருபாகரன், 22/1, பிளாட்1, படைவேட்டம்மன் கோயில் தெரு, பி.வி.களத்தூர், புன்னப்பட்டு, ஆனூர், திருக்கழுக்குன்றம், செங்கல்பட்டு. (3) ம.கார்த்திகேயன், 18, படைவேட்டம்மன் கோயில் தெரு, பி.வி.களத்தூர், புன்னப்பட்டு, ஆனூர், திருக்கழுக்குன்றம், செங்கல்பட்டு.	[1138, 1275, 1480, 1389]
member-entry	[1138, 302, 1480, 336]
member-entry	[69, 1674, 411, 1708]
member-details: (1) ம.நரேன், 24/2, இந்திரா நகர், திருமணி, திருக்கழுக்குன்றம், செங்கல்பட்டு. (2) பா.சரவணன், 181, இந்திரா நகர், திருமணி, திருக்கழுக்குன்றம், செங்கல்பட்டு. (3) செ.பால மோசஸ், 271/2, வி.பி.சிங் நகர் தெரு, திருமணி, திருக்கழுக்குன்றம், செங்கல்பட்டு.	[425, 1089, 767, 1169]
subsection-label: பாக அமைப்பாளர்கள் :	[897, 703, 1008, 716]
member-details: ரா.ஆனந்த், 4, பஜனை கோயில் தெரு, மலாநிந்தம், நென்மேலி, திருக்கழுக்குன்றம், செங்கல்பட்டு.	[69, 721, 411, 751]
member-entry	[69, 720, 411, 754]
booth-organiser: : க.சீனுவாசன், 56, அடவிளகம், சோகண்டி, திருக்கழுக்குன்றம்.	[861, 759, 1066, 789]
branch-heading: புதுப்பாக்கம் கிளை	[1249, 1061, 1368, 1077]
member-details: (1) வே.கார்த்திகேயன், 102, பஜனை கோயில் தெரு, மேலரிப்பாக்கம், திருக்கழுக்குன்றம், செங்கல்பட்டு. (2) ம.சூர்யா, 67, பஜனை கோயில் தெரு, மேலரிப்பாக்கம், திருக்கழுக்குன்றம், செங்கல்பட்டு. (3) ரா.ஏழுமலை, 142, பள்ளிக் கூட தெரு, மேலரிப்பாக்கம், திருக்கழுக்குன்றம், செங்கல்பட்டு.	[425, 548, 767, 628]
branch-heading: மோசிவாக்கம் கிளை–1	[881, 1720, 1024, 1736]
masthead-title: முரசொலி	[803, 60, 929, 93]
member-details: (1) கோ.தமிழ்ராஜ், 90, விநாயகர் கோயில் தெரு, திருமணி, மோசிவாக்கம், திருக்கழுக்குன்றம், செங்கல்பட்டு. (2) த.வெங்கடேசன், 133, கடும்பாடி அம்மன் கோயில் தெரு, சீயானன் கொல்லை, மோசிவாக்கம், திருக்கழுக்குன்றம், செங்கல்பட்டு. (3) ரா.பாபு, 94, விநாயகர் கோயில் தெரு, மூசிவாக்கம், திருக்கழுக்குன்றம், செங்கல்பட்டு.	[1138, 343, 1480, 440]
section-banner: மேலரிப்பாக்கம் ஊராட்சி	[520, 460, 673, 479]
column-divider-2	[774, 115, 775, 2273]
member-entry	[781, 268, 1124, 302]
role-label: துணை அமைப்பாளர்கள் :	[781, 1292, 922, 1305]
booth-number: பாகம் – 206	[425, 1674, 485, 1687]
